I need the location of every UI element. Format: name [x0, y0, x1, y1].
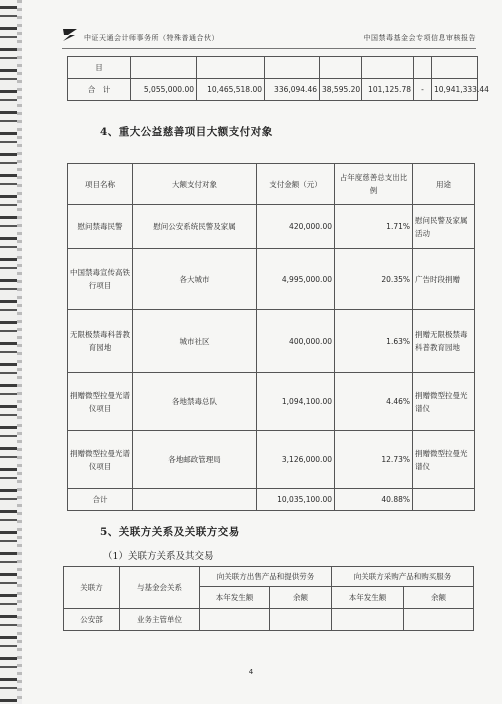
table-cell: 10,941,333.44	[432, 79, 478, 101]
section-5-title: 5、关联方关系及关联方交易	[100, 526, 240, 538]
column-header: 余额	[270, 587, 332, 609]
column-header: 本年发生额	[200, 587, 270, 609]
column-header: 大额支付对象	[133, 164, 257, 205]
table-cell: 336,094.46	[265, 79, 320, 101]
expenditure-table-tail	[67, 56, 489, 101]
column-header: 与基金会关系	[120, 567, 200, 609]
page-header	[62, 28, 476, 49]
column-header: 支付金额（元）	[257, 164, 335, 205]
column-header: 余额	[404, 587, 474, 609]
table-cell: 101,125.78	[362, 79, 414, 101]
table-row: 公安部 业务主管单位	[64, 609, 474, 631]
firm-logo-icon	[62, 28, 78, 42]
table-cell: 目	[68, 57, 131, 79]
column-header: 用途	[413, 164, 475, 205]
total-row: 合计 10,035,100.00 40.88%	[68, 489, 475, 511]
table-row: 捐赠微型拉曼光谱仪项目 各地邮政管理局 3,126,000.00 12.73% 捐赠微型拉曼光谱仪	[68, 431, 475, 489]
large-payment-table	[67, 163, 475, 511]
table-cell: 38,595.20	[320, 79, 362, 101]
column-header: 向关联方出售产品和提供劳务	[200, 567, 332, 587]
table-row: 无限极禁毒科普教育园地 城市社区 400,000.00 1.63% 捐赠无限极禁毒科普教育园地	[68, 310, 475, 373]
table-cell: -	[414, 79, 432, 101]
table-row: 中国禁毒宣传高铁行项目 各大城市 4,995,000.00 20.35% 广告时段捐赠	[68, 249, 475, 310]
column-header: 关联方	[64, 567, 120, 609]
table-cell: 5,055,000.00	[131, 79, 197, 101]
header-report-title: 中国禁毒基金会专项信息审核报告	[363, 34, 476, 42]
column-header: 向关联方采购产品和购买服务	[332, 567, 474, 587]
total-label: 合 计	[68, 79, 131, 101]
section-4-title: 4、重大公益慈善项目大额支付对象	[100, 126, 273, 138]
table-row: 慰问禁毒民警 慰问公安系统民警及家属 420,000.00 1.71% 慰问民警及家属活动	[68, 205, 475, 249]
binding-strip	[0, 0, 22, 704]
page-number: 4	[248, 668, 254, 676]
table-row: 捐赠微型拉曼光谱仪项目 各地禁毒总队 1,094,100.00 4.46% 捐赠微型拉曼光谱仪	[68, 373, 475, 431]
column-header: 本年发生额	[332, 587, 404, 609]
column-header: 占年度慈善总支出比例	[335, 164, 413, 205]
column-header: 项目名称	[68, 164, 133, 205]
related-party-table	[63, 566, 474, 631]
table-cell: 10,465,518.00	[197, 79, 265, 101]
section-5-subtitle: （1）关联方关系及其交易	[103, 551, 214, 562]
header-firm-name: 中证天通会计师事务所（特殊普通合伙）	[84, 34, 219, 42]
